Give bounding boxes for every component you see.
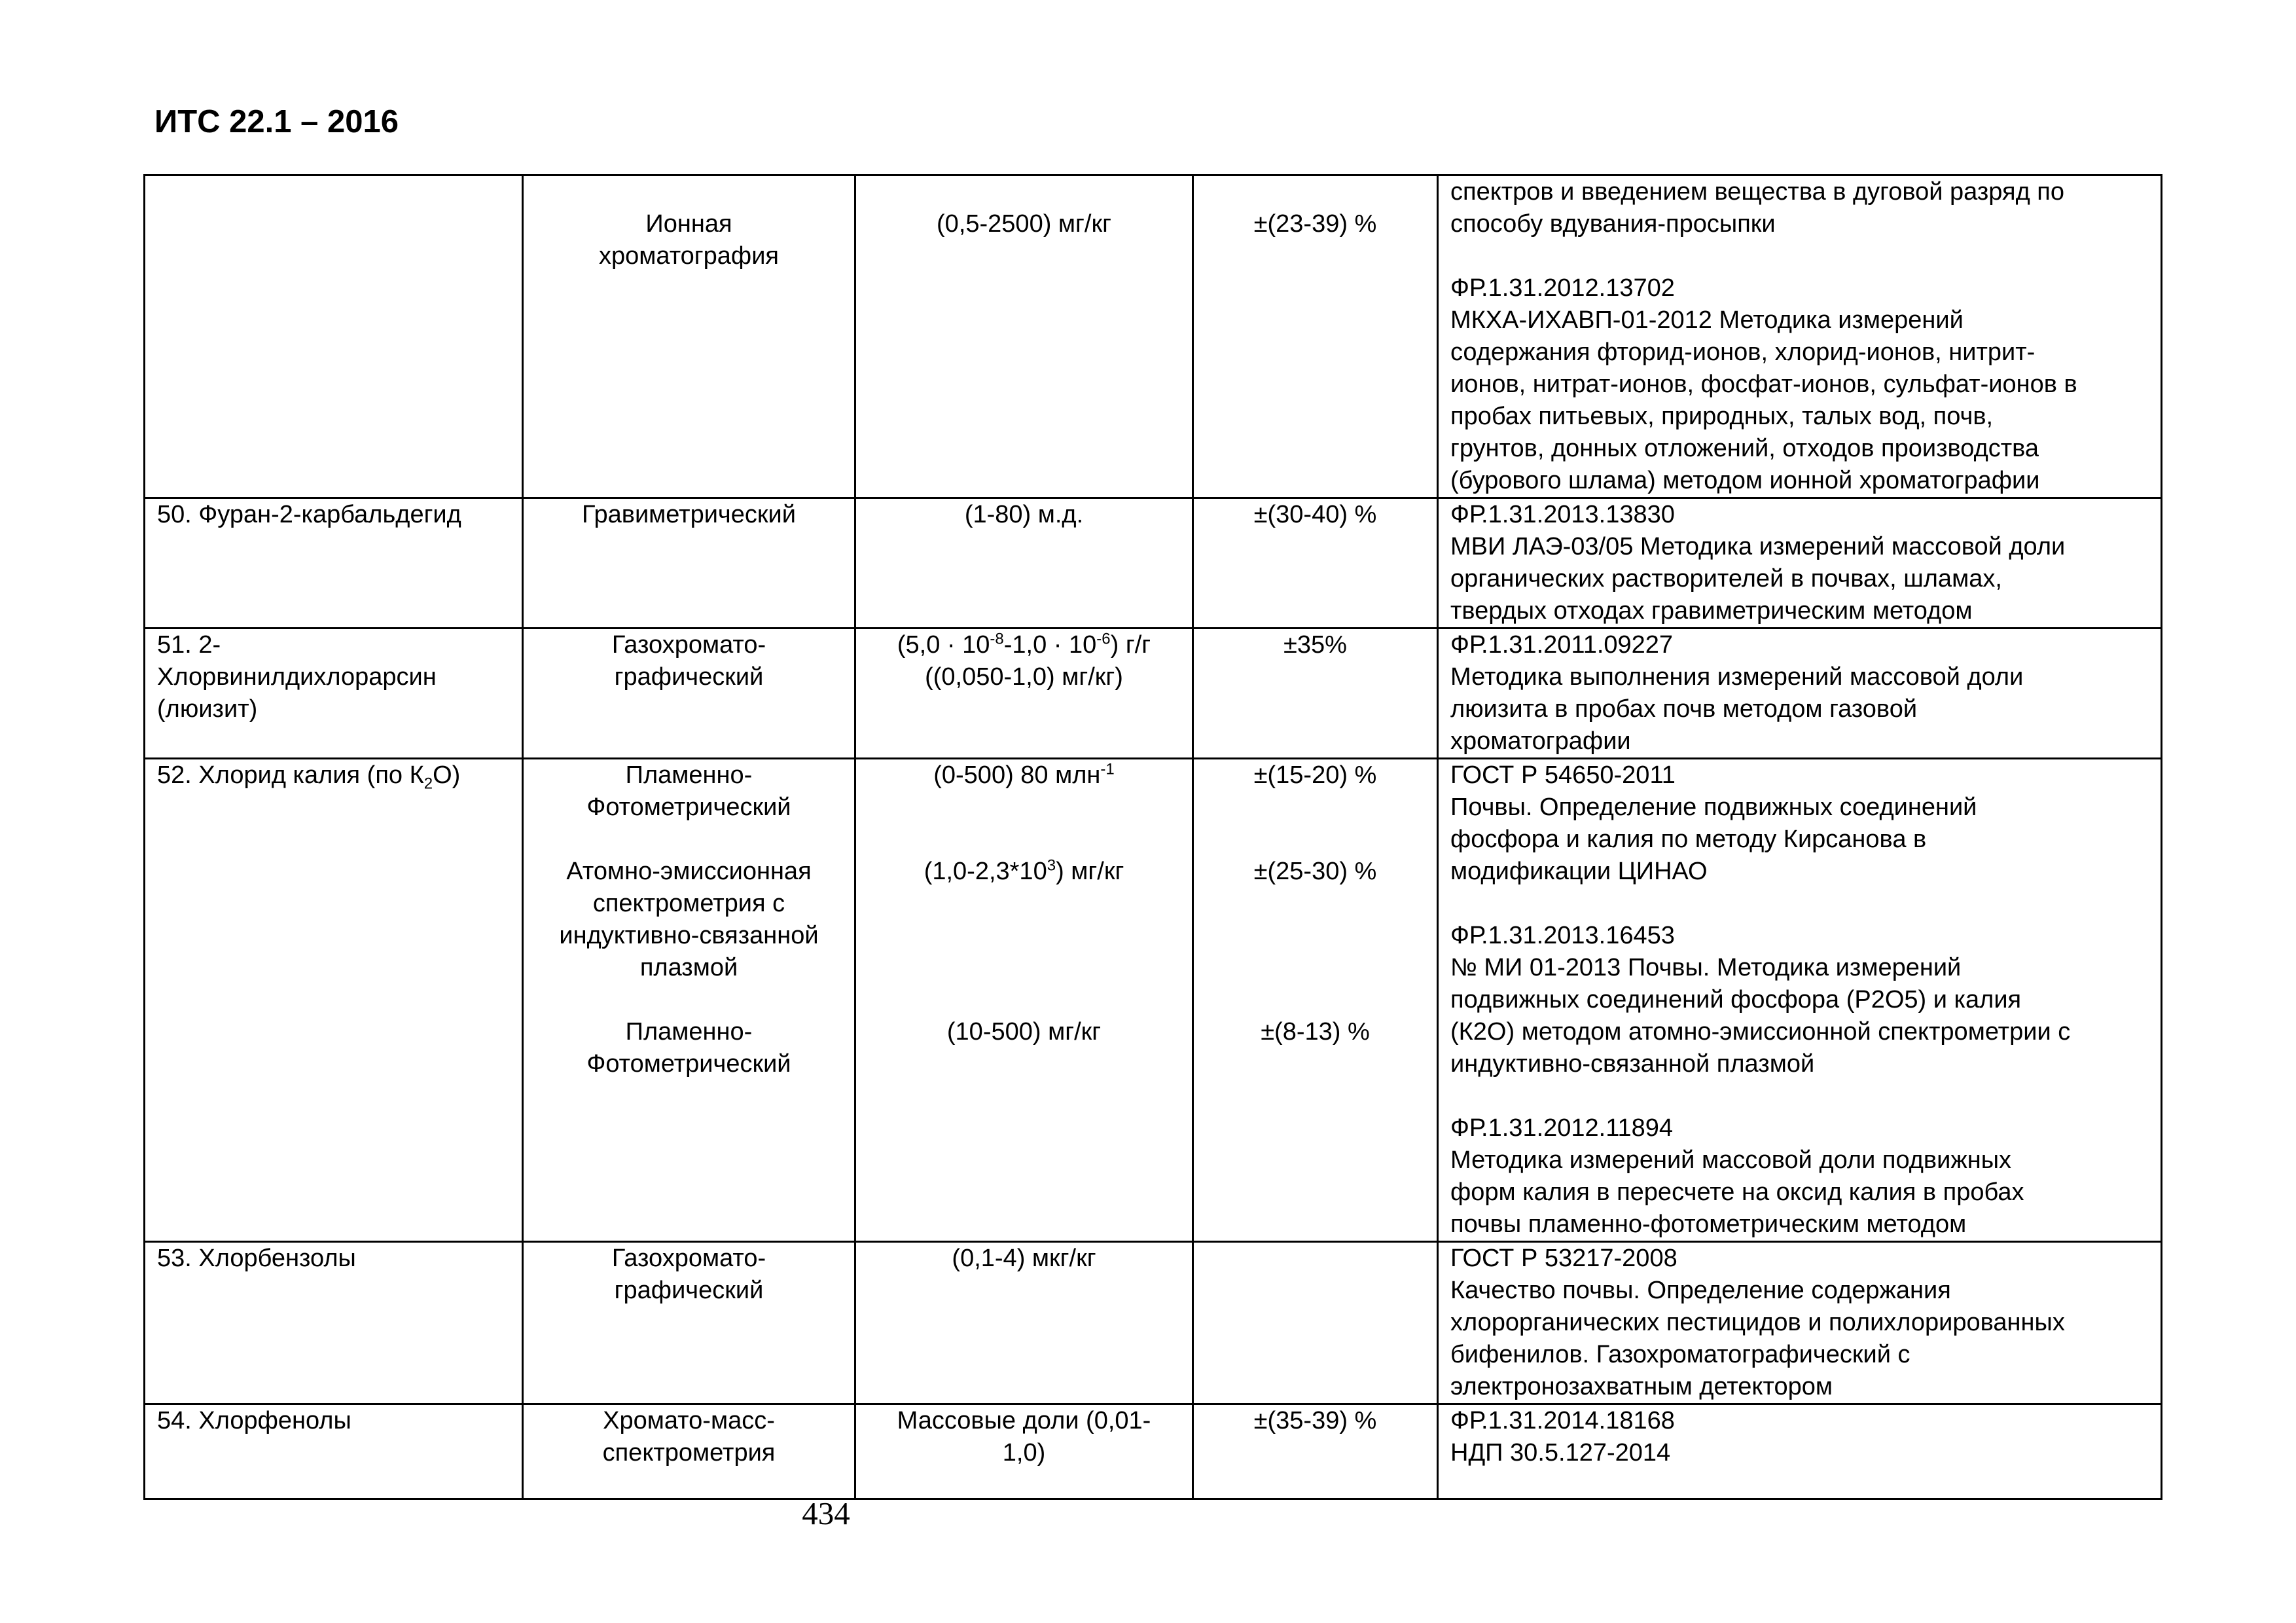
document-cell: ГОСТ Р 53217-2008 Качество почвы. Определение содержания хлорорганических пестицидов и полихлорированных бифенилов. Газохроматографический с электронозахватным детектором bbox=[1438, 1242, 2162, 1404]
document-header: ИТС 22.1 – 2016 bbox=[154, 104, 399, 139]
range-text: (0,5-2500) мг/кг bbox=[937, 210, 1111, 238]
error-cell bbox=[1193, 1242, 1438, 1404]
error-cell bbox=[1193, 759, 1438, 1242]
error-text: ±(8-13) % bbox=[1261, 1018, 1370, 1046]
method-cell: Газохромато- графический bbox=[523, 629, 855, 759]
method-cell bbox=[523, 759, 855, 1242]
table-row bbox=[145, 759, 2162, 1242]
table-row bbox=[145, 498, 2162, 629]
document-cell bbox=[1438, 175, 2162, 498]
range-cell bbox=[855, 629, 1193, 759]
table-row bbox=[145, 1404, 2162, 1499]
method-text: Пламенно- Фотометрический bbox=[586, 1018, 791, 1078]
table-row bbox=[145, 629, 2162, 759]
substance-cell: 50. Фуран-2-карбальдегид bbox=[145, 498, 523, 629]
page-number: 434 bbox=[802, 1495, 850, 1531]
document-text: спектров и введением вещества в дуговой разряд по способу вдувания-просыпки bbox=[1450, 178, 2065, 238]
method-cell: Хромато-масс- спектрометрия bbox=[523, 1404, 855, 1499]
range-text: ((0,050-1,0) мг/кг) bbox=[925, 663, 1123, 691]
range-cell bbox=[855, 175, 1193, 498]
range-text: $(1,0-2,3*10^3)$ мг/кг bbox=[924, 856, 1124, 885]
range-cell: (1-80) м.д. bbox=[855, 498, 1193, 629]
error-cell: ±(35-39) % bbox=[1193, 1404, 1438, 1499]
range-text: (0-500) 80 млн$^{-1}$ bbox=[933, 760, 1115, 789]
range-cell: (0,1-4) мкг/кг bbox=[855, 1242, 1193, 1404]
range-text: $(5,0 \cdot 10^{-8}-1,0 \cdot 10^{-6})$ г/г bbox=[897, 630, 1151, 659]
table-row bbox=[145, 1242, 2162, 1404]
method-cell: Гравиметрический bbox=[523, 498, 855, 629]
range-cell bbox=[855, 759, 1193, 1242]
document-text: ГОСТ Р 54650-2011 Почвы. Определение подвижных соединений фосфора и калия по методу Кирсанова в модификации ЦИНАО bbox=[1450, 761, 1977, 885]
document-cell: ФР.1.31.2014.18168 НДП 30.5.127-2014 bbox=[1438, 1404, 2162, 1499]
method-text: Ионная хроматография bbox=[599, 210, 779, 270]
method-text: Пламенно- Фотометрический bbox=[586, 761, 791, 821]
error-text: ±(23-39) % bbox=[1253, 210, 1377, 238]
document-text: ФР.1.31.2012.11894 Методика измерений массовой доли подвижных форм калия в пересчете на оксид калия в пробах почвы пламенно-фотометрическим методом bbox=[1450, 1114, 2024, 1238]
document-text: ФР.1.31.2013.16453 № МИ 01-2013 Почвы. Методика измерений подвижных соединений фосфора (Р2О5) и калия (К2О) методом атомно-эмиссионной спектрометрии с индуктивно-связанной плазмой bbox=[1450, 922, 2071, 1078]
error-cell: ±(30-40) % bbox=[1193, 498, 1438, 629]
document-cell: ФР.1.31.2011.09227 Методика выполнения измерений массовой доли люизита в пробах почв методом газовой хроматографии bbox=[1438, 629, 2162, 759]
error-cell bbox=[1193, 175, 1438, 498]
method-cell: Газохромато- графический bbox=[523, 1242, 855, 1404]
substance-cell bbox=[145, 175, 523, 498]
substance-cell: 51. 2- Хлорвинилдихлорарсин (люизит) bbox=[145, 629, 523, 759]
substance-cell: 53. Хлорбензолы bbox=[145, 1242, 523, 1404]
error-cell: ±35% bbox=[1193, 629, 1438, 759]
error-text: ±(25-30) % bbox=[1253, 858, 1377, 885]
error-text: ±(15-20) % bbox=[1253, 761, 1377, 789]
table-row bbox=[145, 175, 2162, 498]
document-text: ФР.1.31.2012.13702 МКХА-ИХАВП-01-2012 Методика измерений содержания фторид-ионов, хлорид-ионов, нитрит- ионов, нитрат-ионов, фосфат-ионов, сульфат-ионов в пробах питьевых, природных, талых вод, почв, грунтов, донных отложений, отходов производства (бурового шлама) методом ионной хроматографии bbox=[1450, 274, 2077, 494]
document-cell bbox=[1438, 759, 2162, 1242]
method-cell bbox=[523, 175, 855, 498]
document-cell: ФР.1.31.2013.13830 МВИ ЛАЭ-03/05 Методика измерений массовой доли органических растворителей в почвах, шламах, твердых отходах гравиметрическим методом bbox=[1438, 498, 2162, 629]
substance-cell: 52. Хлорид калия (по $К_2О$) bbox=[145, 759, 523, 1242]
range-cell: Массовые доли (0,01- 1,0) bbox=[855, 1404, 1193, 1499]
substance-cell: 54. Хлорфенолы bbox=[145, 1404, 523, 1499]
method-text: Атомно-эмиссионная спектрометрия с индуктивно-связанной плазмой bbox=[559, 858, 819, 981]
methods-table bbox=[143, 174, 2162, 1500]
range-text: (10-500) мг/кг bbox=[946, 1018, 1102, 1046]
